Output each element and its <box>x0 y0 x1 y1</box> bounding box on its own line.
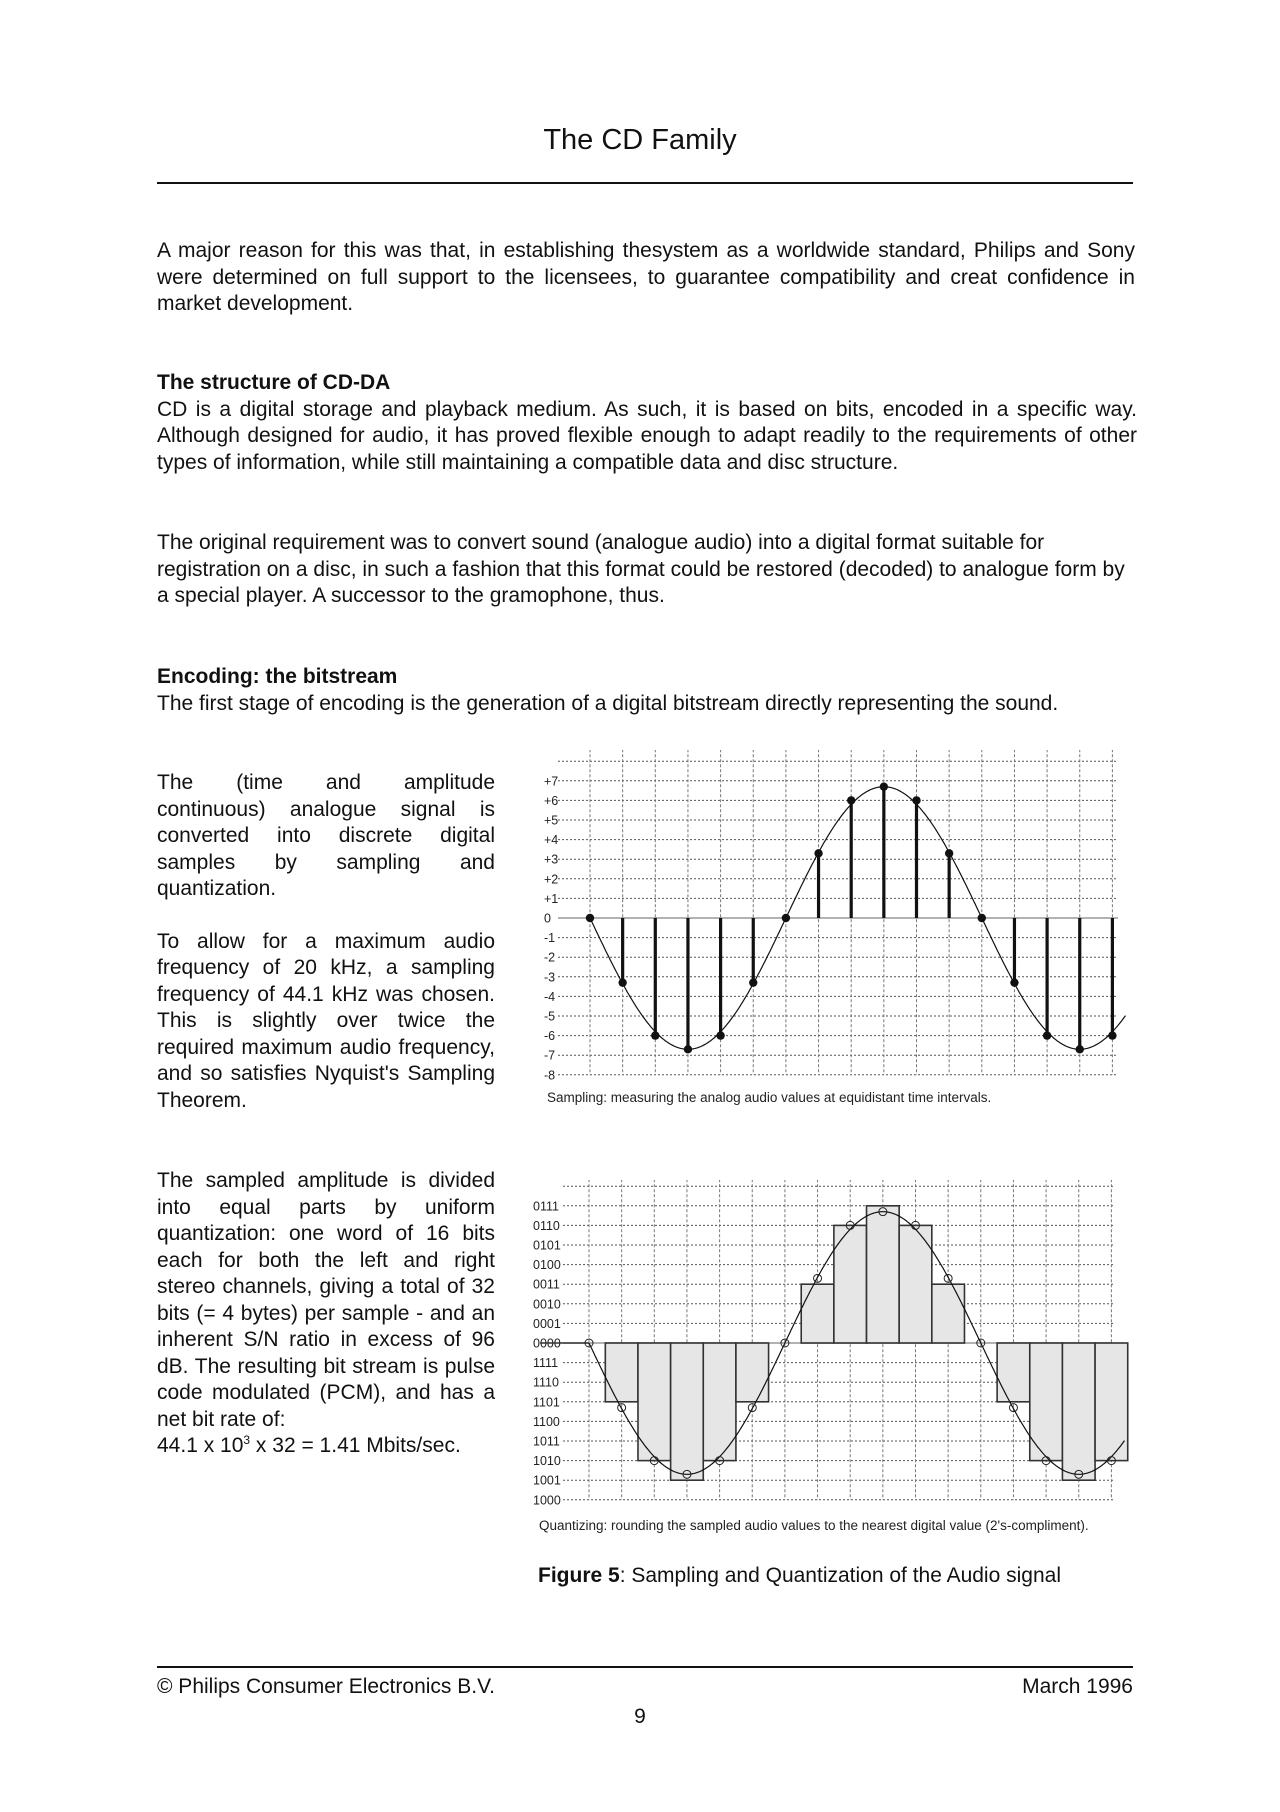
intro-text: A major reason for this was that, in establishing thesystem as a worldwide standard, Philips and Sony were determined on full support to the licensees, to guarantee compatibility and creat confidence in market development. <box>157 239 1135 315</box>
y-tick-label: 1000 <box>533 1493 561 1508</box>
sampling-text-2: To allow for a maximum audio frequency of 20 kHz, a sampling frequency of 44.1 kHz was chosen. This is slightly over twice the required maximum audio frequency, and so satisfies Nyquist's Sampling Theorem. <box>157 929 495 1112</box>
y-tick-label: 1101 <box>533 1395 560 1410</box>
quantized-bar <box>1062 1343 1095 1480</box>
y-tick-label: +1 <box>544 891 559 906</box>
footer-rule <box>157 1666 1133 1668</box>
y-tick-label: +3 <box>544 852 559 867</box>
sample-point <box>1043 1031 1051 1039</box>
page-title: The CD Family <box>543 124 737 156</box>
structure-paragraph-2-block <box>157 530 1142 610</box>
y-tick-label: -5 <box>544 1009 556 1024</box>
sample-point <box>716 1031 724 1039</box>
quantized-bar <box>801 1284 834 1343</box>
footer-copyright: © Philips Consumer Electronics B.V. <box>157 1675 495 1698</box>
y-tick-label: +7 <box>544 774 559 789</box>
bitrate-base: 44.1 x 10 <box>157 1434 244 1457</box>
encoding-heading: Encoding: the bitstream <box>157 665 398 688</box>
intro-paragraph <box>157 238 1135 318</box>
y-tick-label: 1001 <box>533 1473 561 1488</box>
sampling-y-ticks <box>544 774 558 1082</box>
y-tick-label: -2 <box>544 950 556 965</box>
quantization-text-block <box>157 1168 495 1460</box>
sampling-caption: Sampling: measuring the analog audio values at equidistant time intervals. <box>547 1090 992 1105</box>
bitrate-exponent: 3 <box>243 1433 251 1447</box>
sample-point <box>586 914 594 922</box>
quantized-bar <box>605 1343 638 1402</box>
y-tick-label: 0000 <box>533 1336 561 1351</box>
sample-point <box>618 978 626 986</box>
quantizing-caption: Quantizing: rounding the sampled audio values to the nearest digital value (2's-compliment). <box>539 1518 1089 1533</box>
quantized-bar <box>932 1284 965 1343</box>
y-tick-label: -8 <box>544 1068 556 1083</box>
y-tick-label: +2 <box>544 872 559 887</box>
quantized-bar <box>997 1343 1030 1402</box>
structure-section <box>157 370 1137 476</box>
y-tick-label: 0 <box>544 911 551 926</box>
sample-point <box>782 914 790 922</box>
sample-point <box>978 914 986 922</box>
y-tick-label: +5 <box>544 813 559 828</box>
sample-point <box>749 978 757 986</box>
y-tick-label: 0011 <box>533 1277 560 1292</box>
structure-heading: The structure of CD-DA <box>157 371 391 394</box>
y-tick-label: 1011 <box>533 1434 560 1449</box>
sampling-text-1: The (time and amplitude continuous) analogue signal is converted into discrete digital samples by sampling and quantization. <box>157 771 495 900</box>
y-tick-label: 0110 <box>533 1218 560 1233</box>
figure-caption <box>538 1564 1061 1588</box>
y-tick-label: 0001 <box>533 1316 561 1331</box>
y-tick-label: 0111 <box>533 1199 559 1214</box>
quantizing-y-ticks <box>533 1199 561 1507</box>
quantizing-chart <box>525 1180 1175 1540</box>
y-tick-label: -4 <box>544 989 556 1004</box>
footer-date: March 1996 <box>1022 1675 1133 1698</box>
y-tick-label: 1111 <box>533 1356 559 1371</box>
y-tick-label: -6 <box>544 1029 556 1044</box>
header-rule <box>157 182 1133 184</box>
quantized-bar <box>736 1343 769 1402</box>
y-tick-label: -1 <box>544 931 556 946</box>
y-tick-label: 0101 <box>533 1238 561 1253</box>
sample-point <box>847 796 855 804</box>
quantized-bar <box>671 1343 704 1480</box>
sampling-chart <box>530 750 1170 1110</box>
y-tick-label: 0010 <box>533 1297 561 1312</box>
y-tick-label: +6 <box>544 793 559 808</box>
encoding-section <box>157 664 1147 717</box>
sample-point <box>814 849 822 857</box>
sample-point <box>1108 1031 1116 1039</box>
sample-point <box>945 849 953 857</box>
bitrate-formula <box>157 1433 495 1460</box>
encoding-paragraph: The first stage of encoding is the generation of a digital bitstream directly representing the sound. <box>157 691 1059 715</box>
sample-point <box>684 1045 692 1053</box>
sample-point <box>880 782 888 790</box>
sample-point <box>651 1031 659 1039</box>
y-tick-label: 0100 <box>533 1258 561 1273</box>
sampling-text-block <box>157 770 495 1114</box>
y-tick-label: +4 <box>544 833 559 848</box>
y-tick-label: 1010 <box>533 1454 561 1469</box>
y-tick-label: 1100 <box>533 1414 560 1429</box>
sample-point <box>1010 978 1018 986</box>
y-tick-label: 1110 <box>533 1375 559 1390</box>
quantizing-bars <box>540 1206 1128 1480</box>
bitrate-rest: x 32 = 1.41 Mbits/sec. <box>250 1434 461 1457</box>
y-tick-label: -3 <box>544 970 556 985</box>
quantization-text: The sampled amplitude is divided into equal parts by uniform quantization: one word of 16 bits each for both the left and right stereo channels, giving a total of 32 bits (= 4 bytes) per sample - and an inherent S/N ratio in excess of 96 dB. The resulting bit stream is pulse code modulated (PCM), and has a net bit rate of: <box>157 1169 495 1431</box>
y-tick-label: -7 <box>544 1048 556 1063</box>
structure-paragraph-2: The original requirement was to convert sound (analogue audio) into a digital format suitable for registration on a disc, in such a fashion that this format could be restored (decoded) to analogue form by a special player. A successor to the gramophone, thus. <box>157 531 1125 607</box>
sampling-grid <box>558 750 1118 1075</box>
sample-point <box>912 796 920 804</box>
structure-paragraph-1: CD is a digital storage and playback medium. As such, it is based on bits, encoded in a specific way. Although designed for audio, it has proved flexible enough to adapt readily to the requirements of other types of information, while still maintaining a compatible data and disc structure. <box>157 397 1137 474</box>
quantized-bar <box>867 1206 900 1343</box>
page-number: 9 <box>634 1705 646 1728</box>
figure-label: Figure 5 <box>538 1564 620 1587</box>
figure-title: : Sampling and Quantization of the Audio signal <box>619 1564 1061 1587</box>
sample-point <box>1076 1045 1084 1053</box>
